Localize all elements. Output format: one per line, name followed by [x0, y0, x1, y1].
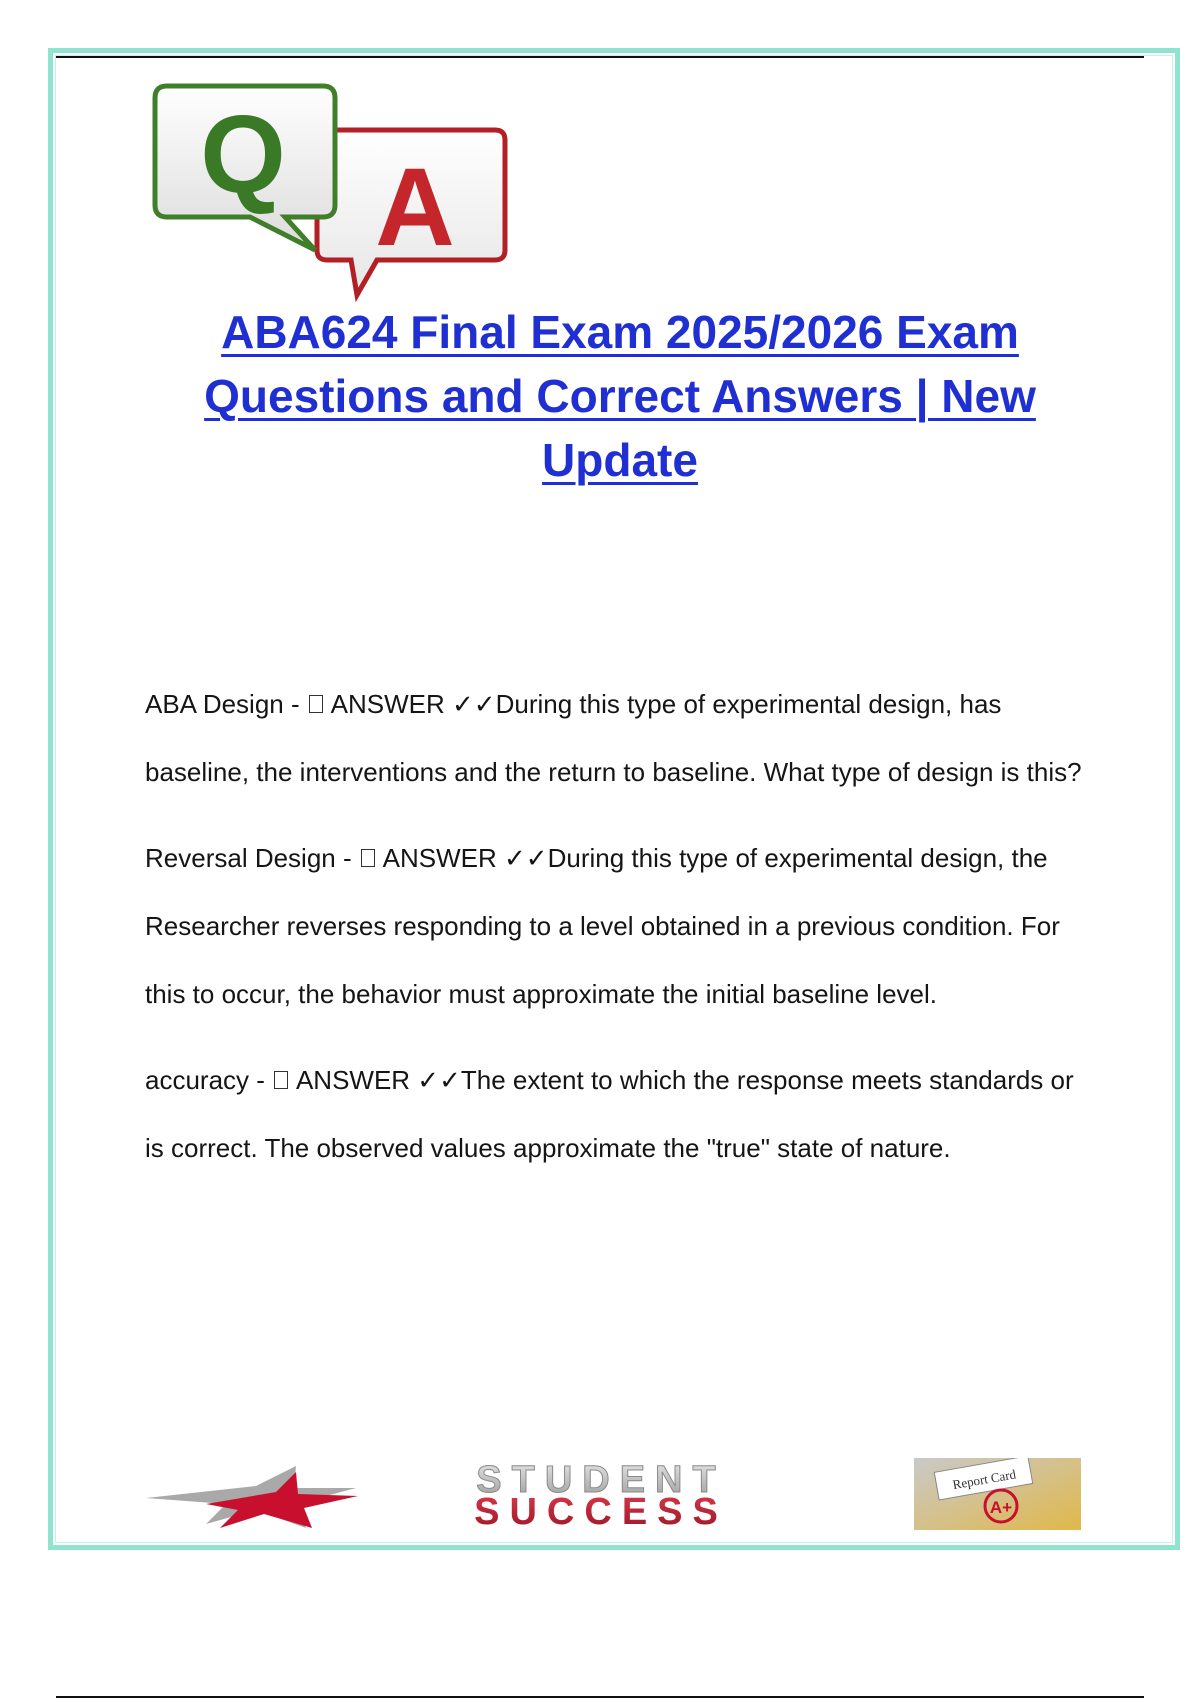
student-success-banner	[146, 1458, 1081, 1530]
double-check-icon: ✓✓	[417, 1065, 461, 1095]
qa-entry	[145, 670, 1085, 806]
entry-definition: The extent to which the response meets standards or is correct. The observed values approximate the "true" state of nature.	[145, 1065, 1074, 1163]
grade-label: A+	[989, 1498, 1013, 1517]
missing-glyph-icon	[309, 695, 323, 713]
brand-line-2: SUCCESS	[474, 1491, 728, 1530]
page-title[interactable]: ABA624 Final Exam 2025/2026 Exam Questions and Correct Answers | New Update	[204, 306, 1036, 486]
entry-term: accuracy	[145, 1065, 250, 1095]
entry-definition: During this type of experimental design, the Researcher reverses responding to a level obtained in a previous condition. For this to occur, the behavior must approximate the initial baseline level.	[145, 843, 1060, 1009]
qa-entry	[145, 1046, 1085, 1182]
a-letter: A	[375, 146, 455, 269]
report-card-label: Report Card	[951, 1466, 1018, 1493]
qa-list	[145, 670, 1085, 1200]
entry-separator: -	[249, 1065, 273, 1095]
answer-label: ANSWER	[290, 1065, 418, 1095]
missing-glyph-icon	[361, 849, 375, 867]
entry-separator: -	[283, 689, 307, 719]
a-speech-bubble	[317, 130, 505, 295]
entry-term: Reversal Design	[145, 843, 336, 873]
qa-entry	[145, 824, 1085, 1028]
q-speech-bubble	[155, 86, 335, 250]
q-letter: Q	[200, 93, 286, 216]
entry-separator: -	[335, 843, 359, 873]
qa-logo	[145, 70, 525, 310]
bottom-rule	[56, 1696, 1144, 1698]
entry-definition: During this type of experimental design, has baseline, the interventions and the return to baseline. What type of design is this?	[145, 689, 1082, 787]
entry-term: ABA Design	[145, 689, 284, 719]
brand-line-1: STUDENT	[476, 1459, 726, 1501]
report-card-image	[914, 1458, 1081, 1530]
double-check-icon: ✓✓	[504, 843, 548, 873]
missing-glyph-icon	[274, 1071, 288, 1089]
star-swoosh-icon	[146, 1466, 358, 1528]
double-check-icon: ✓✓	[452, 689, 496, 719]
answer-label: ANSWER	[376, 843, 504, 873]
answer-label: ANSWER	[324, 689, 452, 719]
